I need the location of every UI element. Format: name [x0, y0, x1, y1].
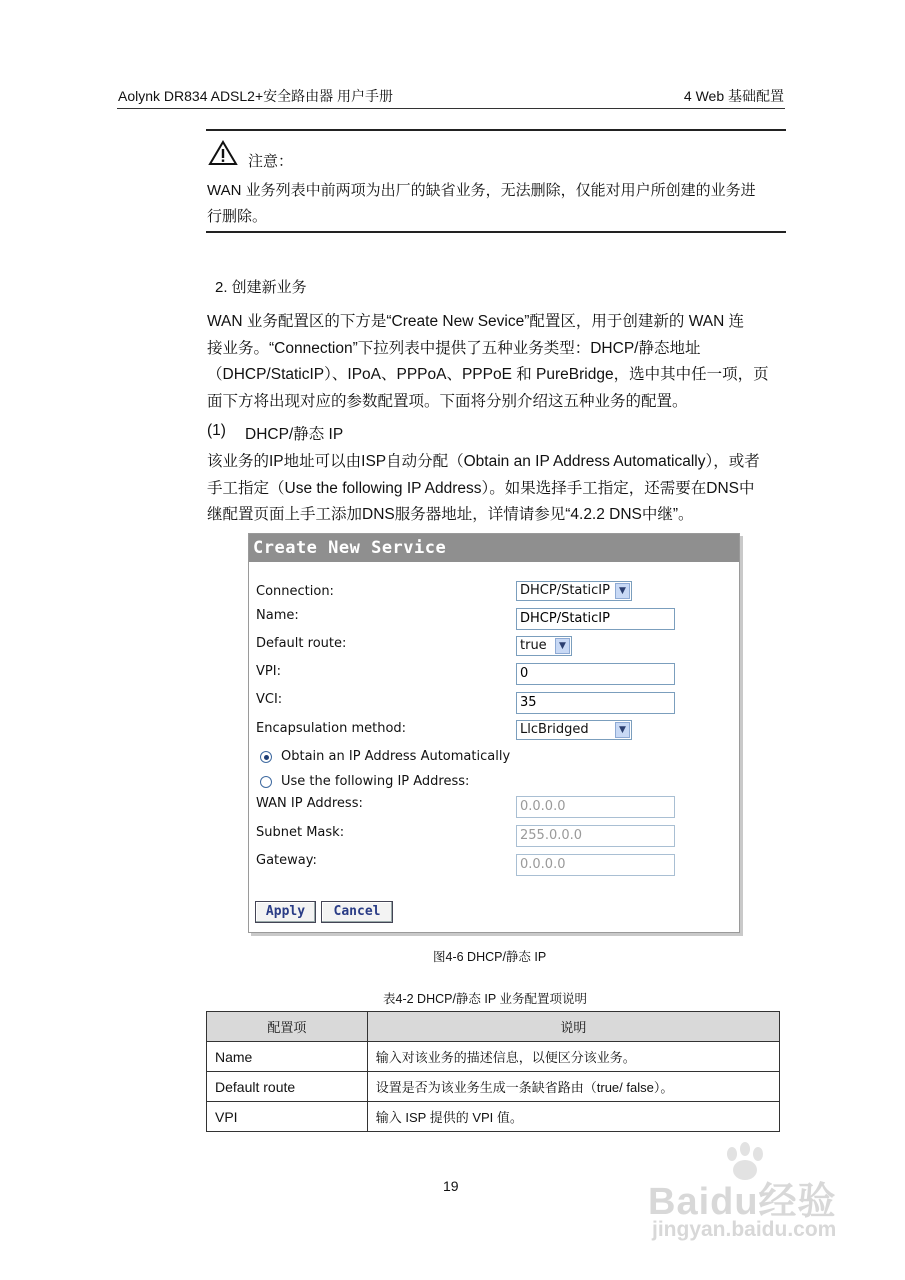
note-title: 注意： [248, 153, 294, 170]
note-line-1: WAN 业务列表中前两项为出厂的缺省业务，无法删除，仅能对用户所创建的业务进 [207, 182, 756, 199]
note-top-rule [206, 129, 786, 131]
section-paragraph-1 [207, 309, 785, 415]
watermark-url: jingyan.baidu.com [652, 1218, 837, 1241]
table-row [207, 1042, 780, 1072]
header-title: Aolynk DR834 ADSL2+安全路由器 用户手册 [118, 88, 394, 104]
table-header-row [207, 1012, 780, 1042]
table-header-cell: 配置项 [207, 1012, 368, 1042]
header-rule [117, 108, 785, 109]
name-input[interactable]: DHCP/StaticIP [516, 608, 675, 630]
vci-input[interactable]: 35 [516, 692, 675, 714]
subsection-number: (1) [207, 422, 226, 439]
default-route-label: Default route: [256, 636, 347, 651]
section-title: 2. 创建新业务 [215, 279, 307, 296]
radio-auto-ip[interactable] [260, 751, 272, 763]
radio-manual-ip[interactable] [260, 776, 272, 788]
encap-value: LlcBridged [520, 722, 589, 737]
spec-table [206, 1011, 780, 1132]
name-label: Name: [256, 608, 299, 623]
para1-line: WAN 业务配置区的下方是“Create New Sevice”配置区，用于创建新的 WAN 连 [207, 313, 745, 330]
wan-ip-input[interactable]: 0.0.0.0 [516, 796, 675, 818]
radio-auto-ip-label: Obtain an IP Address Automatically [281, 749, 511, 764]
para2-line: 继配置页面上手工添加DNS服务器地址，详情请参见“4.2.2 DNS中继”。 [207, 506, 694, 523]
table-cell: VPI [207, 1102, 368, 1132]
table-cell: 输入对该业务的描述信息，以便区分该业务。 [367, 1042, 779, 1072]
table-cell: Name [207, 1042, 368, 1072]
para1-line: 接业务。“Connection”下拉列表中提供了五种业务类型：DHCP/静态地址 [207, 339, 701, 357]
encap-label: Encapsulation method: [256, 721, 407, 736]
connection-label: Connection: [256, 584, 334, 599]
connection-select[interactable] [516, 581, 632, 601]
table-caption: 表4-2 DHCP/静态 IP 业务配置项说明 [383, 992, 587, 1006]
header-chapter: 4 Web 基础配置 [683, 88, 784, 104]
table-header-cell: 说明 [367, 1012, 779, 1042]
table-cell: Default route [207, 1072, 368, 1102]
wan-ip-label: WAN IP Address: [256, 796, 363, 811]
subnet-mask-label: Subnet Mask: [256, 825, 345, 840]
para1-line: 面下方将出现对应的参数配置项。下面将分别介绍这五种业务的配置。 [207, 392, 688, 410]
table-row [207, 1072, 780, 1102]
warning-icon [208, 140, 238, 171]
page-number: 19 [443, 1178, 459, 1194]
panel-title: Create New Service [249, 534, 739, 562]
connection-value: DHCP/StaticIP [520, 583, 610, 598]
radio-manual-ip-label: Use the following IP Address: [281, 774, 470, 789]
table-cell: 输入 ISP 提供的 VPI 值。 [367, 1102, 779, 1132]
subnet-mask-input[interactable]: 255.0.0.0 [516, 825, 675, 847]
chevron-down-icon: ▼ [615, 722, 630, 738]
watermark-brand: Baidu经验 [648, 1181, 837, 1223]
vpi-label: VPI: [256, 664, 281, 679]
chevron-down-icon: ▼ [615, 583, 630, 599]
create-service-panel [248, 533, 740, 933]
encap-select[interactable] [516, 720, 632, 740]
note-text [207, 178, 785, 230]
para2-line: 该业务的IP地址可以由ISP自动分配（Obtain an IP Address Automatically），或者 [207, 453, 760, 470]
gateway-input[interactable]: 0.0.0.0 [516, 854, 675, 876]
vpi-input[interactable]: 0 [516, 663, 675, 685]
default-route-value: true [520, 638, 547, 653]
chevron-down-icon: ▼ [555, 638, 570, 654]
note-bottom-rule [206, 231, 786, 233]
note-line-2: 行删除。 [207, 208, 268, 225]
cancel-button[interactable]: Cancel [321, 901, 393, 923]
table-row [207, 1102, 780, 1132]
vci-label: VCI: [256, 692, 283, 707]
para2-line: 手工指定（Use the following IP Address）。如果选择手工指定，还需要在DNS中 [207, 479, 755, 497]
default-route-select[interactable] [516, 636, 572, 656]
gateway-label: Gateway: [256, 853, 317, 868]
apply-button[interactable]: Apply [255, 901, 316, 923]
para1-line: （DHCP/StaticIP）、IPoA、PPPoA、PPPoE 和 PureBridge，选中其中任一项，页 [207, 366, 769, 383]
table-cell: 设置是否为该业务生成一条缺省路由（true/ false）。 [367, 1072, 779, 1102]
section-paragraph-2 [207, 449, 785, 529]
figure-caption: 图4-6 DHCP/静态 IP [433, 950, 547, 964]
subsection-title: DHCP/静态 IP [245, 426, 344, 443]
